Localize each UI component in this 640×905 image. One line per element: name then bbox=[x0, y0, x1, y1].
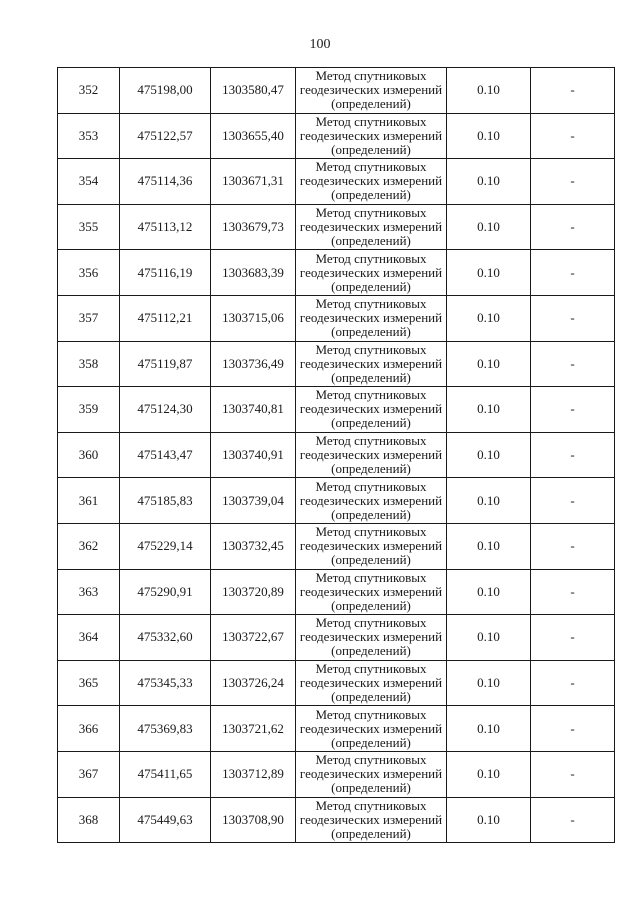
method-line-2: геодезических измерений bbox=[299, 492, 443, 508]
point-number-cell: 363 bbox=[58, 569, 120, 615]
y-coordinate-cell: 1303712,89 bbox=[211, 751, 296, 797]
note-cell: - bbox=[531, 341, 615, 387]
table-row bbox=[58, 478, 615, 524]
note-cell: - bbox=[531, 250, 615, 296]
x-coordinate-cell: 475114,36 bbox=[120, 159, 211, 205]
y-coordinate-cell: 1303671,31 bbox=[211, 159, 296, 205]
method-line-3: (определений) bbox=[331, 415, 411, 431]
x-coordinate-cell: 475411,65 bbox=[120, 751, 211, 797]
table-row bbox=[58, 113, 615, 159]
method-line-3: (определений) bbox=[331, 96, 411, 112]
x-coordinate-cell: 475185,83 bbox=[120, 478, 211, 524]
method-line-1: Метод спутниковых bbox=[315, 159, 427, 175]
method-line-2: геодезических измерений bbox=[299, 629, 443, 645]
x-coordinate-cell: 475112,21 bbox=[120, 295, 211, 341]
y-coordinate-cell: 1303740,81 bbox=[211, 387, 296, 433]
y-coordinate-cell: 1303740,91 bbox=[211, 432, 296, 478]
x-coordinate-cell: 475119,87 bbox=[120, 341, 211, 387]
method-line-2: геодезических измерений bbox=[299, 219, 443, 235]
point-number-cell: 367 bbox=[58, 751, 120, 797]
note-cell: - bbox=[531, 660, 615, 706]
method-cell bbox=[296, 387, 447, 433]
method-cell bbox=[296, 797, 447, 843]
method-line-2: геодезических измерений bbox=[299, 310, 443, 326]
method-line-3: (определений) bbox=[331, 369, 411, 385]
note-cell: - bbox=[531, 797, 615, 843]
y-coordinate-cell: 1303722,67 bbox=[211, 615, 296, 661]
method-line-3: (определений) bbox=[331, 734, 411, 750]
y-coordinate-cell: 1303720,89 bbox=[211, 569, 296, 615]
method-line-2: геодезических измерений bbox=[299, 264, 443, 280]
note-cell: - bbox=[531, 706, 615, 752]
note-cell: - bbox=[531, 204, 615, 250]
method-line-2: геодезических измерений bbox=[299, 811, 443, 827]
method-line-1: Метод спутниковых bbox=[315, 387, 427, 403]
accuracy-cell: 0.10 bbox=[447, 569, 531, 615]
method-cell bbox=[296, 569, 447, 615]
point-number-cell: 353 bbox=[58, 113, 120, 159]
table-row bbox=[58, 523, 615, 569]
note-cell: - bbox=[531, 295, 615, 341]
method-line-1: Метод спутниковых bbox=[315, 569, 427, 585]
method-line-2: геодезических измерений bbox=[299, 173, 443, 189]
point-number-cell: 359 bbox=[58, 387, 120, 433]
point-number-cell: 366 bbox=[58, 706, 120, 752]
y-coordinate-cell: 1303736,49 bbox=[211, 341, 296, 387]
y-coordinate-cell: 1303655,40 bbox=[211, 113, 296, 159]
point-number-cell: 361 bbox=[58, 478, 120, 524]
method-line-2: геодезических измерений bbox=[299, 447, 443, 463]
method-line-1: Метод спутниковых bbox=[315, 433, 427, 449]
method-line-1: Метод спутниковых bbox=[315, 113, 427, 129]
accuracy-cell: 0.10 bbox=[447, 341, 531, 387]
method-line-1: Метод спутниковых bbox=[315, 752, 427, 768]
method-cell bbox=[296, 204, 447, 250]
method-cell bbox=[296, 660, 447, 706]
y-coordinate-cell: 1303732,45 bbox=[211, 523, 296, 569]
note-cell: - bbox=[531, 751, 615, 797]
method-cell bbox=[296, 68, 447, 114]
method-line-1: Метод спутниковых bbox=[315, 341, 427, 357]
table-row bbox=[58, 341, 615, 387]
y-coordinate-cell: 1303683,39 bbox=[211, 250, 296, 296]
note-cell: - bbox=[531, 478, 615, 524]
method-cell bbox=[296, 615, 447, 661]
note-cell: - bbox=[531, 523, 615, 569]
note-cell: - bbox=[531, 432, 615, 478]
x-coordinate-cell: 475369,83 bbox=[120, 706, 211, 752]
accuracy-cell: 0.10 bbox=[447, 478, 531, 524]
method-line-2: геодезических измерений bbox=[299, 583, 443, 599]
method-line-1: Метод спутниковых bbox=[315, 706, 427, 722]
x-coordinate-cell: 475345,33 bbox=[120, 660, 211, 706]
note-cell: - bbox=[531, 569, 615, 615]
method-line-3: (определений) bbox=[331, 233, 411, 249]
method-line-3: (определений) bbox=[331, 324, 411, 340]
x-coordinate-cell: 475143,47 bbox=[120, 432, 211, 478]
method-cell bbox=[296, 341, 447, 387]
y-coordinate-cell: 1303721,62 bbox=[211, 706, 296, 752]
table-row bbox=[58, 432, 615, 478]
x-coordinate-cell: 475124,30 bbox=[120, 387, 211, 433]
accuracy-cell: 0.10 bbox=[447, 68, 531, 114]
point-number-cell: 365 bbox=[58, 660, 120, 706]
point-number-cell: 364 bbox=[58, 615, 120, 661]
accuracy-cell: 0.10 bbox=[447, 295, 531, 341]
y-coordinate-cell: 1303708,90 bbox=[211, 797, 296, 843]
table-row bbox=[58, 569, 615, 615]
method-cell bbox=[296, 706, 447, 752]
coordinates-table-body bbox=[58, 68, 615, 843]
method-line-1: Метод спутниковых bbox=[315, 205, 427, 221]
y-coordinate-cell: 1303726,24 bbox=[211, 660, 296, 706]
x-coordinate-cell: 475449,63 bbox=[120, 797, 211, 843]
table-row bbox=[58, 159, 615, 205]
accuracy-cell: 0.10 bbox=[447, 432, 531, 478]
accuracy-cell: 0.10 bbox=[447, 204, 531, 250]
method-line-2: геодезических измерений bbox=[299, 720, 443, 736]
accuracy-cell: 0.10 bbox=[447, 387, 531, 433]
method-line-3: (определений) bbox=[331, 597, 411, 613]
method-line-3: (определений) bbox=[331, 141, 411, 157]
method-cell bbox=[296, 523, 447, 569]
y-coordinate-cell: 1303739,04 bbox=[211, 478, 296, 524]
accuracy-cell: 0.10 bbox=[447, 523, 531, 569]
method-cell bbox=[296, 159, 447, 205]
x-coordinate-cell: 475290,91 bbox=[120, 569, 211, 615]
table-row bbox=[58, 250, 615, 296]
note-cell: - bbox=[531, 387, 615, 433]
method-line-1: Метод спутниковых bbox=[315, 68, 427, 84]
page-number: 100 bbox=[309, 37, 331, 52]
method-line-1: Метод спутниковых bbox=[315, 797, 427, 813]
method-line-3: (определений) bbox=[331, 278, 411, 294]
method-line-2: геодезических измерений bbox=[299, 766, 443, 782]
x-coordinate-cell: 475332,60 bbox=[120, 615, 211, 661]
method-line-1: Метод спутниковых bbox=[315, 250, 427, 266]
point-number-cell: 362 bbox=[58, 523, 120, 569]
y-coordinate-cell: 1303715,06 bbox=[211, 295, 296, 341]
x-coordinate-cell: 475122,57 bbox=[120, 113, 211, 159]
method-line-2: геодезических измерений bbox=[299, 82, 443, 98]
point-number-cell: 354 bbox=[58, 159, 120, 205]
accuracy-cell: 0.10 bbox=[447, 797, 531, 843]
method-line-2: геодезических измерений bbox=[299, 538, 443, 554]
accuracy-cell: 0.10 bbox=[447, 113, 531, 159]
accuracy-cell: 0.10 bbox=[447, 751, 531, 797]
method-line-2: геодезических измерений bbox=[299, 127, 443, 143]
table-row bbox=[58, 295, 615, 341]
table-row bbox=[58, 615, 615, 661]
x-coordinate-cell: 475113,12 bbox=[120, 204, 211, 250]
table-row bbox=[58, 660, 615, 706]
x-coordinate-cell: 475116,19 bbox=[120, 250, 211, 296]
method-cell bbox=[296, 250, 447, 296]
method-line-3: (определений) bbox=[331, 187, 411, 203]
accuracy-cell: 0.10 bbox=[447, 159, 531, 205]
table-row bbox=[58, 751, 615, 797]
point-number-cell: 368 bbox=[58, 797, 120, 843]
point-number-cell: 357 bbox=[58, 295, 120, 341]
method-line-3: (определений) bbox=[331, 552, 411, 568]
x-coordinate-cell: 475229,14 bbox=[120, 523, 211, 569]
method-line-1: Метод спутниковых bbox=[315, 478, 427, 494]
method-line-3: (определений) bbox=[331, 461, 411, 477]
method-line-3: (определений) bbox=[331, 506, 411, 522]
x-coordinate-cell: 475198,00 bbox=[120, 68, 211, 114]
table-row bbox=[58, 68, 615, 114]
table-row bbox=[58, 797, 615, 843]
method-line-1: Метод спутниковых bbox=[315, 296, 427, 312]
method-line-3: (определений) bbox=[331, 780, 411, 796]
method-line-1: Метод спутниковых bbox=[315, 615, 427, 631]
accuracy-cell: 0.10 bbox=[447, 250, 531, 296]
table-row bbox=[58, 204, 615, 250]
point-number-cell: 358 bbox=[58, 341, 120, 387]
method-line-2: геодезических измерений bbox=[299, 355, 443, 371]
method-line-1: Метод спутниковых bbox=[315, 661, 427, 677]
note-cell: - bbox=[531, 615, 615, 661]
method-line-3: (определений) bbox=[331, 643, 411, 659]
y-coordinate-cell: 1303580,47 bbox=[211, 68, 296, 114]
coordinates-table bbox=[57, 67, 615, 843]
method-line-2: геодезических измерений bbox=[299, 675, 443, 691]
method-cell bbox=[296, 478, 447, 524]
method-line-1: Метод спутниковых bbox=[315, 524, 427, 540]
point-number-cell: 355 bbox=[58, 204, 120, 250]
point-number-cell: 356 bbox=[58, 250, 120, 296]
accuracy-cell: 0.10 bbox=[447, 615, 531, 661]
table-row bbox=[58, 387, 615, 433]
note-cell: - bbox=[531, 113, 615, 159]
point-number-cell: 360 bbox=[58, 432, 120, 478]
accuracy-cell: 0.10 bbox=[447, 706, 531, 752]
y-coordinate-cell: 1303679,73 bbox=[211, 204, 296, 250]
note-cell: - bbox=[531, 159, 615, 205]
table-row bbox=[58, 706, 615, 752]
method-line-3: (определений) bbox=[331, 825, 411, 841]
method-line-3: (определений) bbox=[331, 689, 411, 705]
point-number-cell: 352 bbox=[58, 68, 120, 114]
method-cell bbox=[296, 432, 447, 478]
method-cell bbox=[296, 113, 447, 159]
note-cell: - bbox=[531, 68, 615, 114]
method-line-2: геодезических измерений bbox=[299, 401, 443, 417]
accuracy-cell: 0.10 bbox=[447, 660, 531, 706]
method-cell bbox=[296, 295, 447, 341]
method-cell bbox=[296, 751, 447, 797]
